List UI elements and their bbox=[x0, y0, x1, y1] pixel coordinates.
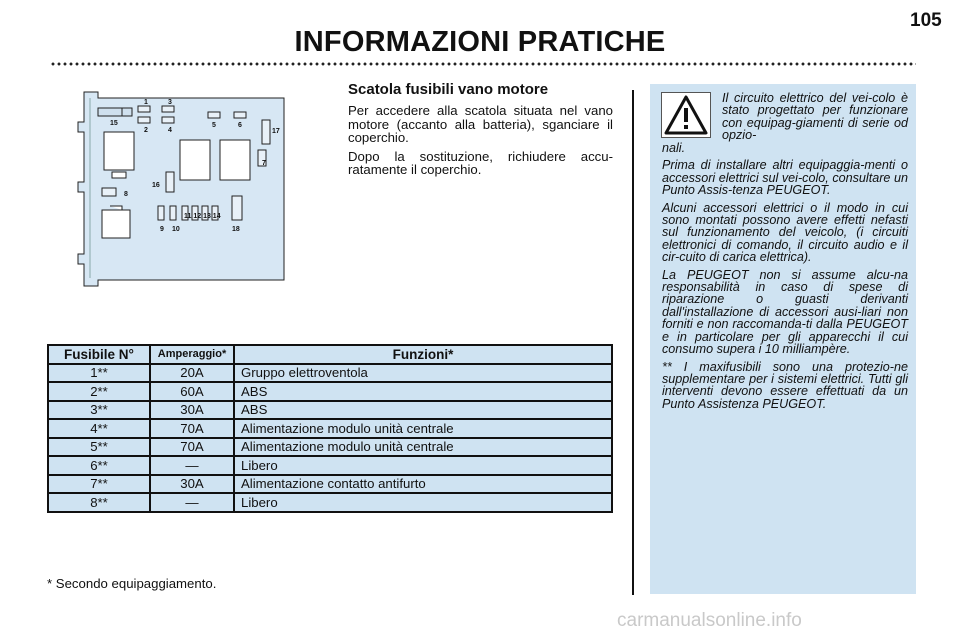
table-row bbox=[48, 438, 612, 457]
fuse-number: 3** bbox=[48, 401, 150, 420]
svg-text:18: 18 bbox=[232, 226, 240, 233]
svg-text:1: 1 bbox=[144, 99, 148, 106]
fuse-amperage: 70A bbox=[150, 438, 234, 457]
section-paragraph: Dopo la sostituzione, richiudere accu-ratamente il coperchio. bbox=[348, 148, 613, 178]
column-header-functions: Funzioni* bbox=[234, 345, 612, 364]
fuse-function: Alimentazione modulo unità centrale bbox=[234, 419, 612, 438]
warning-icon bbox=[661, 92, 711, 138]
svg-text:5: 5 bbox=[212, 122, 216, 129]
note-text: Alcuni accessori elettrici o il modo in cui sono montati possono avere effetti nefasti sul funzionamento del veicolo, (i circuiti elettronici di comando, il circuito audio e il cir-cuito di carica elettrica). bbox=[662, 200, 908, 265]
svg-text:16: 16 bbox=[152, 182, 160, 189]
table-row bbox=[48, 382, 612, 401]
table-row bbox=[48, 456, 612, 475]
fuse-number: 7** bbox=[48, 475, 150, 494]
svg-text:17: 17 bbox=[272, 128, 280, 135]
page-title: INFORMAZIONI PRATICHE bbox=[294, 26, 666, 58]
dotted-divider bbox=[50, 62, 916, 66]
svg-text:8: 8 bbox=[124, 191, 128, 198]
table-row bbox=[48, 401, 612, 420]
svg-text:9: 9 bbox=[160, 226, 164, 233]
fuse-amperage: — bbox=[150, 456, 234, 475]
svg-text:7: 7 bbox=[262, 160, 266, 167]
fuse-number: 1** bbox=[48, 364, 150, 383]
fuse-number: 8** bbox=[48, 493, 150, 512]
fuse-box-diagram bbox=[72, 88, 292, 288]
svg-text:3: 3 bbox=[168, 99, 172, 106]
fuse-amperage: 60A bbox=[150, 382, 234, 401]
fuse-number: 2** bbox=[48, 382, 150, 401]
note-text: nali. bbox=[662, 141, 686, 155]
svg-text:10: 10 bbox=[172, 226, 180, 233]
note-text: ** I maxifusibili sono una protezio-ne supplementare per i sistemi elettrici. Tutti gli interventi devono essere effettuati da un Punto Assistenza PEUGEOT. bbox=[662, 359, 908, 411]
fuse-number: 5** bbox=[48, 438, 150, 457]
fuse-table bbox=[47, 344, 613, 513]
svg-text:6: 6 bbox=[238, 122, 242, 129]
table-row bbox=[48, 493, 612, 512]
table-row bbox=[48, 475, 612, 494]
svg-text:15: 15 bbox=[110, 120, 118, 127]
column-header-amperage: Amperaggio* bbox=[150, 345, 234, 364]
fuse-amperage: — bbox=[150, 493, 234, 512]
section-paragraph: Per accedere alla scatola situata nel vano motore (accanto alla batteria), sganciare il coperchio. bbox=[348, 103, 613, 146]
fuse-function: ABS bbox=[234, 382, 612, 401]
note-text: Il circuito elettrico del vei-colo è stato progettato per funzionare con equipag-giamenti di serie od opzio- bbox=[722, 91, 908, 143]
fuse-function: Alimentazione contatto antifurto bbox=[234, 475, 612, 494]
svg-text:4: 4 bbox=[168, 127, 172, 134]
fuse-amperage: 70A bbox=[150, 419, 234, 438]
fuse-amperage: 20A bbox=[150, 364, 234, 383]
note-body bbox=[662, 142, 908, 415]
section-title: Scatola fusibili vano motore bbox=[348, 81, 549, 98]
svg-text:2: 2 bbox=[144, 127, 148, 134]
fuse-function: Alimentazione modulo unità centrale bbox=[234, 438, 612, 457]
fuse-function: Libero bbox=[234, 456, 612, 475]
column-divider bbox=[632, 90, 634, 595]
table-row bbox=[48, 364, 612, 383]
watermark: carmanualsonline.info bbox=[617, 610, 802, 631]
fuse-function: ABS bbox=[234, 401, 612, 420]
fuse-function: Libero bbox=[234, 493, 612, 512]
svg-text:11 12 13 14: 11 12 13 14 bbox=[184, 213, 221, 220]
section-body bbox=[348, 104, 613, 182]
table-row bbox=[48, 419, 612, 438]
column-header-fuse: Fusibile N° bbox=[48, 345, 150, 364]
fuse-number: 4** bbox=[48, 419, 150, 438]
table-header-row bbox=[48, 345, 612, 364]
page-number: 105 bbox=[910, 10, 942, 31]
fuse-function: Gruppo elettroventola bbox=[234, 364, 612, 383]
footnote: * Secondo equipaggiamento. bbox=[47, 576, 217, 591]
fuse-amperage: 30A bbox=[150, 401, 234, 420]
note-text: La PEUGEOT non si assume alcu-na responsabilità in caso di spese di riparazione o guasti derivanti dall'installazione di accessori ausi-liari non forniti e non raccomanda-ti dalla PEUGEOT e in particolare per gli apparecchi il cui consumo supera i 10 milliampère. bbox=[662, 267, 908, 357]
fuse-amperage: 30A bbox=[150, 475, 234, 494]
fuse-number: 6** bbox=[48, 456, 150, 475]
note-text: Prima di installare altri equipaggia-menti o accessori elettrici sul vei-colo, consultare un Punto Assis-tenza PEUGEOT. bbox=[662, 158, 908, 198]
